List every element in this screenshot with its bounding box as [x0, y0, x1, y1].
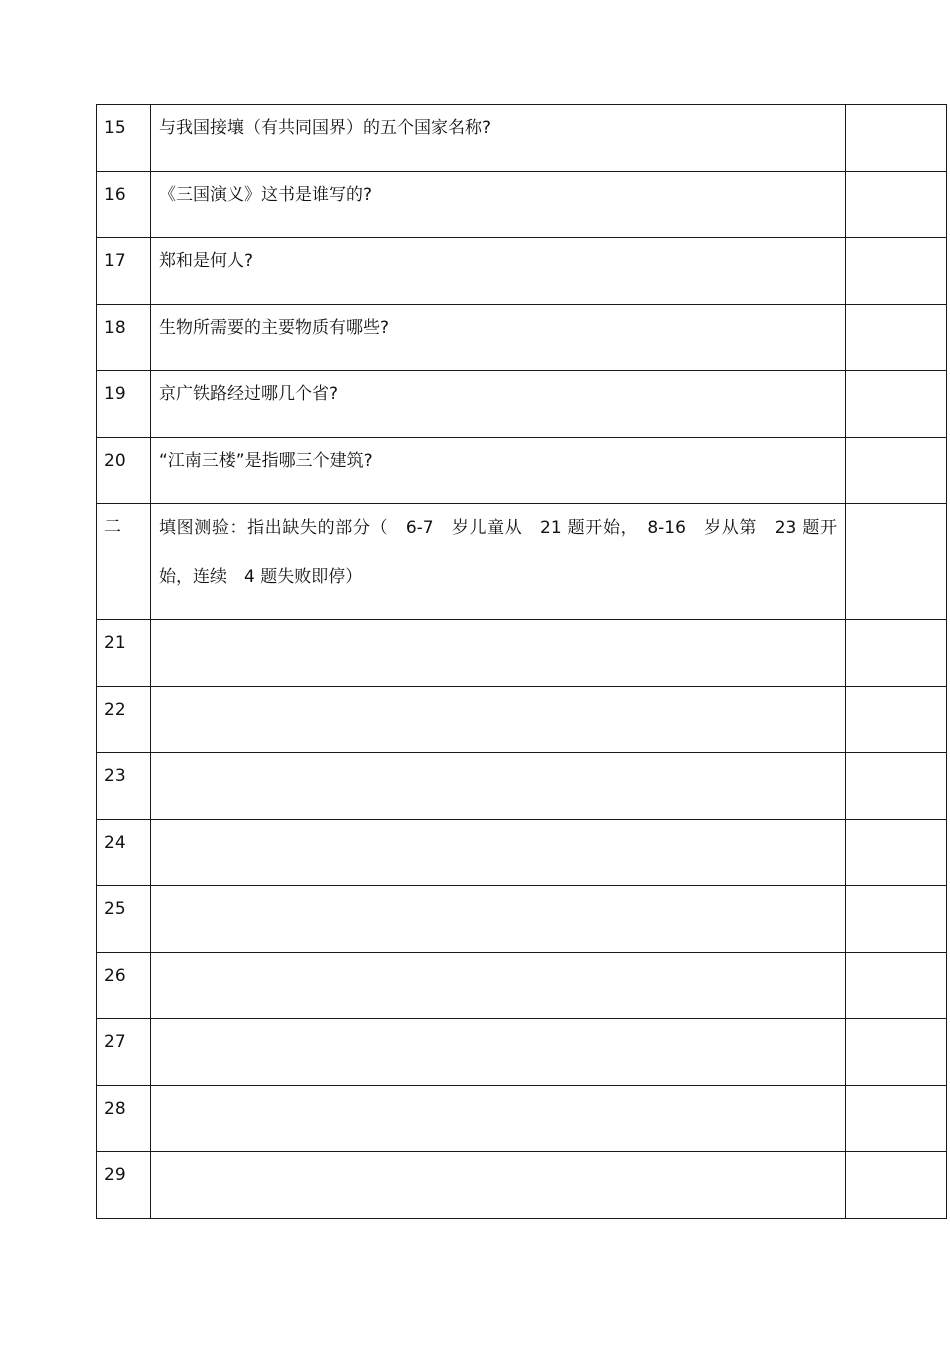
- question-text[interactable]: [151, 1085, 846, 1152]
- table-row: [97, 753, 947, 820]
- question-number: 24: [97, 819, 151, 886]
- question-number: 15: [97, 105, 151, 172]
- question-number: 27: [97, 1019, 151, 1086]
- question-text: 《三国演义》这书是谁写的?: [151, 171, 846, 238]
- table-row: [97, 1152, 947, 1219]
- score-cell[interactable]: [846, 304, 947, 371]
- table-row: [97, 171, 947, 238]
- section-number: 二: [97, 504, 151, 620]
- table-row: [97, 105, 947, 172]
- score-cell[interactable]: [846, 952, 947, 1019]
- question-text: 与我国接壤（有共同国界）的五个国家名称?: [151, 105, 846, 172]
- table-row: [97, 371, 947, 438]
- score-cell[interactable]: [846, 238, 947, 305]
- score-cell[interactable]: [846, 886, 947, 953]
- question-number: 18: [97, 304, 151, 371]
- question-text[interactable]: [151, 819, 846, 886]
- table-row: [97, 620, 947, 687]
- question-number: 20: [97, 437, 151, 504]
- table-row: [97, 1019, 947, 1086]
- question-number: 19: [97, 371, 151, 438]
- score-cell[interactable]: [846, 105, 947, 172]
- question-text[interactable]: [151, 886, 846, 953]
- score-cell[interactable]: [846, 620, 947, 687]
- question-text[interactable]: [151, 686, 846, 753]
- score-cell[interactable]: [846, 753, 947, 820]
- section-instructions: 填图测验：指出缺失的部分（ 6-7 岁儿童从 21 题开始， 8-16 岁从第 23 题开始，连续 4 题失败即停）: [151, 504, 846, 620]
- table-row: [97, 952, 947, 1019]
- score-cell[interactable]: [846, 1019, 947, 1086]
- question-number: 16: [97, 171, 151, 238]
- score-cell[interactable]: [846, 171, 947, 238]
- table-row: [97, 686, 947, 753]
- question-text[interactable]: [151, 1152, 846, 1219]
- table-row: [97, 819, 947, 886]
- table-row: [97, 1085, 947, 1152]
- question-text[interactable]: [151, 753, 846, 820]
- question-text[interactable]: [151, 1019, 846, 1086]
- table-row: [97, 304, 947, 371]
- question-number: 29: [97, 1152, 151, 1219]
- score-cell[interactable]: [846, 504, 947, 620]
- score-cell[interactable]: [846, 1152, 947, 1219]
- question-number: 22: [97, 686, 151, 753]
- question-text[interactable]: [151, 952, 846, 1019]
- test-question-table: [96, 104, 947, 1219]
- question-text: “江南三楼”是指哪三个建筑?: [151, 437, 846, 504]
- question-text[interactable]: [151, 620, 846, 687]
- question-number: 17: [97, 238, 151, 305]
- table-row: [97, 437, 947, 504]
- table-row: [97, 238, 947, 305]
- score-cell[interactable]: [846, 371, 947, 438]
- score-cell[interactable]: [846, 819, 947, 886]
- question-number: 26: [97, 952, 151, 1019]
- score-cell[interactable]: [846, 437, 947, 504]
- table-row: [97, 886, 947, 953]
- question-number: 28: [97, 1085, 151, 1152]
- question-number: 25: [97, 886, 151, 953]
- question-number: 23: [97, 753, 151, 820]
- score-cell[interactable]: [846, 686, 947, 753]
- question-number: 21: [97, 620, 151, 687]
- question-text: 生物所需要的主要物质有哪些?: [151, 304, 846, 371]
- question-text: 京广铁路经过哪几个省?: [151, 371, 846, 438]
- question-text: 郑和是何人?: [151, 238, 846, 305]
- score-cell[interactable]: [846, 1085, 947, 1152]
- section-header-row: [97, 504, 947, 620]
